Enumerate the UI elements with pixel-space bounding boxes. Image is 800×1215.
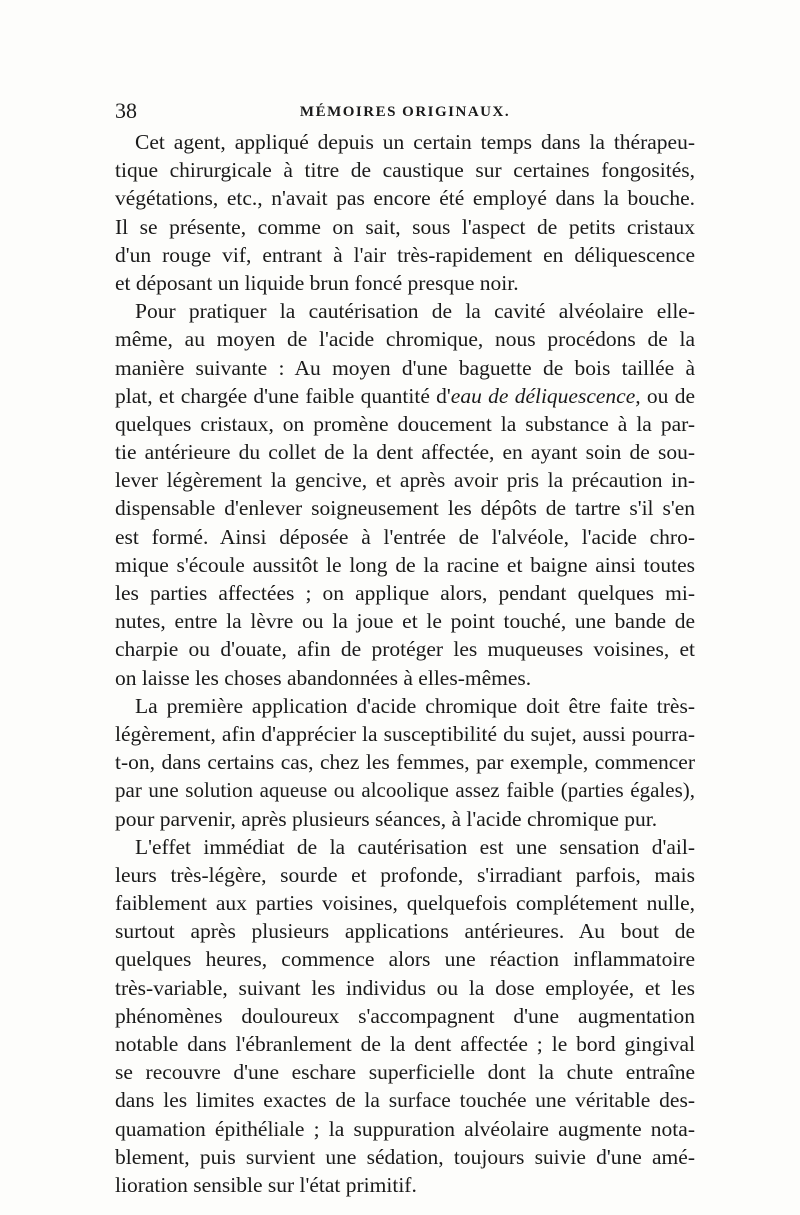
text-line: d'un rouge vif, entrant à l'air très-rapidement en déliquescence [115,242,695,267]
running-title: MÉMOIRES ORIGINAUX. [299,104,511,120]
text-segment: plat, et chargée d'une faible quantité d' [115,383,451,408]
text-line: quelques heures, commence alors une réaction inflammatoire [115,947,695,972]
text-line: faiblement aux parties voisines, quelquefois complétement nulle, [115,891,695,916]
page-body [115,128,695,1199]
text-line: par une solution aqueuse ou alcoolique assez faible (parties égales), [115,778,695,803]
text-line: pour parvenir, après plusieurs séances, à l'acide chromique pur. [115,806,658,831]
page-header [115,96,695,126]
text-line: très-variable, suivant les individus ou la dose employée, et les [115,975,695,1000]
text-line: tique chirurgicale à titre de caustique sur certaines fongosités, [115,158,695,183]
text-line: Il se présente, comme on sait, sous l'aspect de petits cristaux [115,214,695,239]
paragraph [115,692,695,833]
text-line: se recouvre d'une eschare superficielle dont la chute entraîne [115,1060,695,1085]
text-line: dispensable d'enlever soigneusement les dépôts de tartre s'il s'en [115,496,695,521]
text-line: légèrement, afin d'apprécier la susceptibilité du sujet, aussi pourra- [115,721,695,746]
text-line: charpie ou d'ouate, afin de protéger les muqueuses voisines, et [115,637,695,662]
text-line: surtout après plusieurs applications antérieures. Au bout de [115,919,695,944]
text-line: même, au moyen de l'acide chromique, nous procédons de la [115,327,695,352]
text-line: L'effet immédiat de la cautérisation est une sensation d'ail- [135,834,695,859]
text-line: végétations, etc., n'avait pas encore été employé dans la bouche. [115,186,695,211]
text-line [115,382,695,410]
text-line: on laisse les choses abandonnées à elles-mêmes. [115,665,532,690]
text-line: est formé. Ainsi déposée à l'entrée de l'alvéole, l'acide chro- [115,524,695,549]
text-line: Pour pratiquer la cautérisation de la cavité alvéolaire elle- [135,299,695,324]
paragraph [115,833,695,1199]
text-line: mique s'écoule aussitôt le long de la racine et baigne ainsi toutes [115,552,695,577]
text-line: nutes, entre la lèvre ou la joue et le point touché, une bande de [115,609,695,634]
text-line: leurs très-légère, sourde et profonde, s'irradiant parfois, mais [115,862,695,887]
paragraph [115,297,695,692]
text-line: blement, puis survient une sédation, toujours suivie d'une amé- [115,1144,695,1169]
italic-phrase: eau de déliquescence, [450,383,641,408]
text-line: dans les limites exactes de la surface touchée une véritable des- [115,1088,695,1113]
text-line: manière suivante : Au moyen d'une baguette de bois taillée à [115,355,695,380]
text-line: lioration sensible sur l'état primitif. [115,1172,417,1197]
text-line: notable dans l'ébranlement de la dent affectée ; le bord gingival [115,1032,695,1056]
text-line: quamation épithéliale ; la suppuration alvéolaire augmente nota- [115,1116,695,1141]
text-line: Cet agent, appliqué depuis un certain temps dans la thérapeu- [135,130,695,154]
text-line: tie antérieure du collet de la dent affectée, en ayant soin de sou- [115,440,695,465]
text-line: et déposant un liquide brun foncé presque noir. [115,270,519,295]
text-line: phénomènes douloureux s'accompagnent d'une augmentation [115,1003,695,1028]
text-line: les parties affectées ; on applique alors, pendant quelques mi- [115,581,695,605]
text-line: lever légèrement la gencive, et après avoir pris la précaution in- [115,468,695,493]
text-line: La première application d'acide chromique doit être faite très- [135,693,695,718]
text-segment: ou de [640,383,696,408]
text-line: quelques cristaux, on promène doucement la substance à la par- [115,411,695,436]
page-number: 38 [115,98,137,123]
text-line: t-on, dans certains cas, chez les femmes, par exemple, commencer [115,750,695,775]
paragraph [115,128,695,297]
